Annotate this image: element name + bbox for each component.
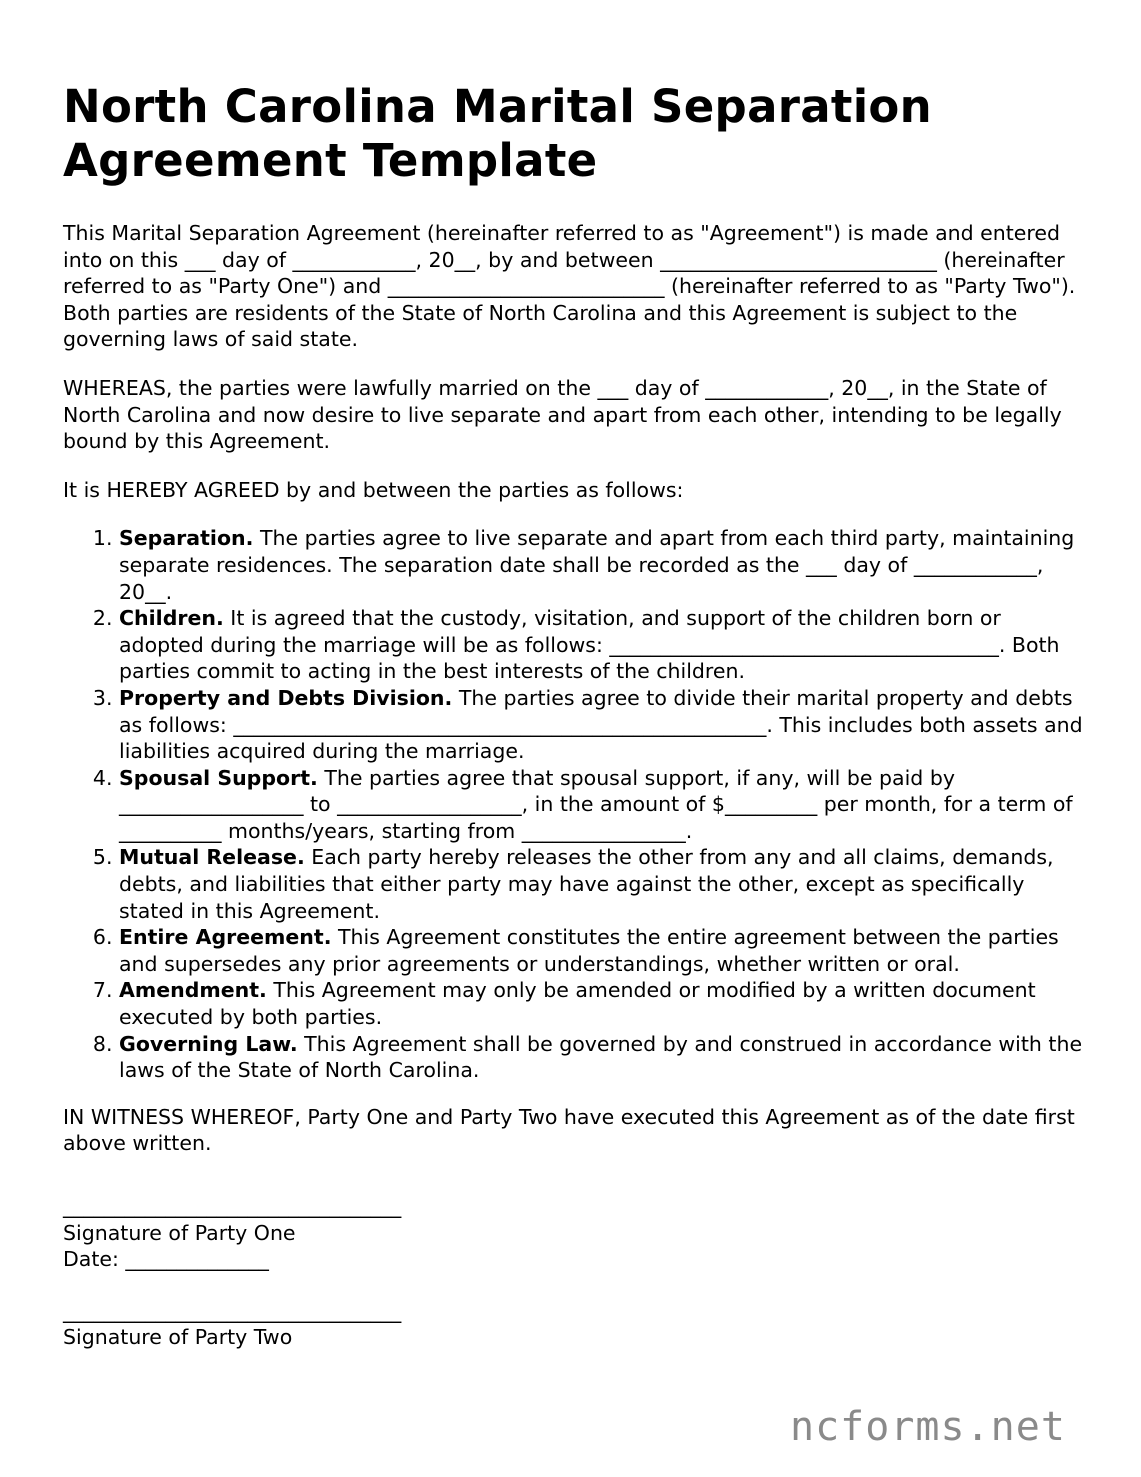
clause-amendment [119, 977, 1088, 1030]
clause-heading: Governing Law. [119, 1031, 298, 1056]
witness-paragraph: IN WITNESS WHEREOF, Party One and Party Two have executed this Agreement as of the date first above written. [63, 1104, 1075, 1156]
clause-heading: Spousal Support. [119, 765, 318, 790]
intro-paragraph: This Marital Separation Agreement (hereinafter referred to as "Agreement") is made and entered into on this ___ day of ____________, 20__, by and between ___________________________ (hereinafter referred to as "Party One") and ___________________________ (hereinafter referred to as "Party Two"). Both parties are residents of the State of North Carolina and this Agreement is subject to the governing laws of said state. [63, 221, 1076, 352]
clause-text: This Agreement may only be amended or modified by a written document executed by both parties. [119, 978, 1036, 1030]
clause-text: The parties agree to divide their marital property and debts as follows: ____________________________________________________. This includes both assets and liabilities acquired during the marriage. [119, 685, 1083, 764]
signature-label: Signature of Party One [63, 1220, 296, 1245]
site-watermark: ncforms.net [790, 1404, 1066, 1450]
signature-line[interactable]: _________________________________ [63, 1298, 402, 1323]
clause-text: Each party hereby releases the other from any and all claims, demands, debts, and liabilities that either party may have against the other, except as specifically stated in this Agreement. [119, 845, 1054, 923]
clause-children [119, 605, 1088, 685]
signature-date[interactable]: Date: ______________ [63, 1247, 269, 1272]
clause-heading: Entire Agreement. [119, 925, 332, 950]
signature-line[interactable]: _________________________________ [63, 1194, 402, 1218]
clause-heading: Mutual Release. [119, 845, 305, 870]
clause-spousal-support [119, 765, 1088, 845]
document-title: North Carolina Marital Separation Agreement Template [63, 80, 932, 187]
clause-entire-agreement [119, 924, 1088, 977]
clause-heading: Children. [119, 606, 224, 631]
clause-text: It is agreed that the custody, visitation, and support of the children born or adopted during the marriage will be as follows: ______________________________________. Both parties commit to acting in the best interests of the children. [119, 606, 1060, 684]
clause-text: This Agreement constitutes the entire agreement between the parties and supersedes any prior agreements or understandings, whether written or oral. [119, 925, 1059, 976]
clause-heading: Separation. [119, 526, 254, 551]
clauses-list [63, 525, 1088, 1083]
signature-label: Signature of Party Two [63, 1325, 293, 1350]
agreed-paragraph: It is HEREBY AGREED by and between the parties as follows: [63, 477, 684, 502]
signature-block-party-one [63, 1193, 1088, 1273]
signature-block-party-two [63, 1298, 1088, 1351]
clause-mutual-release [119, 844, 1088, 924]
clause-separation [119, 525, 1088, 605]
clause-text: This Agreement shall be governed by and construed in accordance with the laws of the State of North Carolina. [119, 1031, 1083, 1083]
clause-governing-law [119, 1031, 1088, 1084]
clause-property [119, 685, 1088, 765]
clause-heading: Property and Debts Division. [119, 685, 453, 710]
clause-text: The parties agree that spousal support, if any, will be paid by __________________ to __________________, in the amount of $_________ per month, for a term of __________ months/years, starting from ________________. [119, 765, 1073, 843]
document-page [63, 80, 1088, 1351]
whereas-paragraph: WHEREAS, the parties were lawfully married on the ___ day of ____________, 20__, in the State of North Carolina and now desire to live separate and apart from each other, intending to be legally bound by this Agreement. [63, 375, 1062, 454]
clause-heading: Amendment. [119, 978, 267, 1003]
clause-text: The parties agree to live separate and apart from each third party, maintaining separate residences. The separation date shall be recorded as the ___ day of ____________, 20__. [119, 526, 1075, 604]
